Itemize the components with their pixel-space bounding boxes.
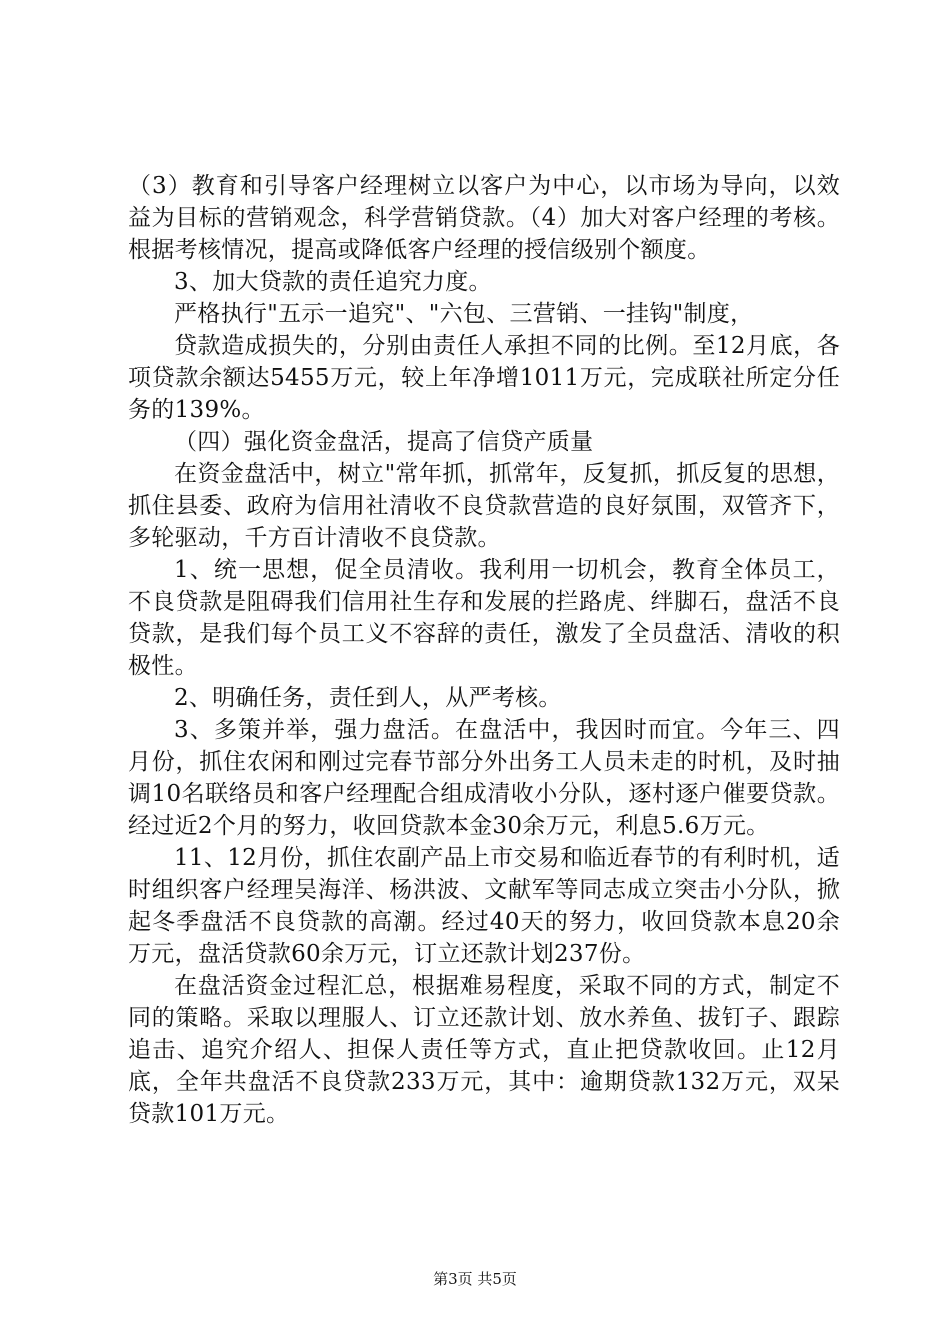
paragraph-7: 1、统一思想，促全员清收。我利用一切机会，教育全体员工，不良贷款是阻碍我们信用社生存和发展的拦路虎、绊脚石，盘活不良贷款，是我们每个员工义不容辞的责任，激发了全员盘活、清收的积极性。: [128, 557, 840, 679]
page-footer: 第3页 共5页: [433, 1270, 517, 1288]
paragraph-8: 2、明确任务，责任到人，从严考核。: [174, 685, 562, 711]
document-body: [128, 170, 840, 1130]
paragraph-6: 在资金盘活中，树立"常年抓，抓常年，反复抓，抓反复的思想，抓住县委、政府为信用社清收不良贷款营造的良好氛围，双管齐下，多轮驱动，千方百计清收不良贷款。: [128, 461, 840, 551]
section-heading: （四）强化资金盘活，提高了信贷产质量: [174, 429, 594, 455]
paragraph-9: 3、多策并举，强力盘活。在盘活中，我因时而宜。今年三、四月份，抓住农闲和刚过完春节部分外出务工人员未走的时机，及时抽调10名联络员和客户经理配合组成清收小分队，逐村逐户催要贷款。经过近2个月的努力，收回贷款本金30余万元，利息5.6万元。: [128, 717, 840, 839]
paragraph-2: 3、加大贷款的责任追究力度。: [174, 269, 492, 295]
paragraph-11: 在盘活资金过程汇总，根据难易程度，采取不同的方式，制定不同的策略。采取以理服人、订立还款计划、放水养鱼、拔钉子、跟踪追击、追究介绍人、担保人责任等方式，直止把贷款收回。止12月底，全年共盘活不良贷款233万元，其中：逾期贷款132万元，双呆贷款101万元。: [128, 973, 840, 1127]
paragraph-1: （3）教育和引导客户经理树立以客户为中心，以市场为导向，以效益为目标的营销观念，科学营销贷款。（4）加大对客户经理的考核。根据考核情况，提高或降低客户经理的授信级别个额度。: [128, 173, 840, 263]
paragraph-10: 11、12月份，抓住农副产品上市交易和临近春节的有利时机，适时组织客户经理吴海洋、杨洪波、文献军等同志成立突击小分队，掀起冬季盘活不良贷款的高潮。经过40天的努力，收回贷款本息20余万元，盘活贷款60余万元，订立还款计划237份。: [128, 845, 840, 967]
paragraph-4: 贷款造成损失的，分别由责任人承担不同的比例。至12月底，各项贷款余额达5455万元，较上年净增1011万元，完成联社所定分任务的139%。: [128, 333, 840, 423]
paragraph-3: 严格执行"五示一追究"、"六包、三营销、一挂钩"制度，: [174, 301, 754, 327]
